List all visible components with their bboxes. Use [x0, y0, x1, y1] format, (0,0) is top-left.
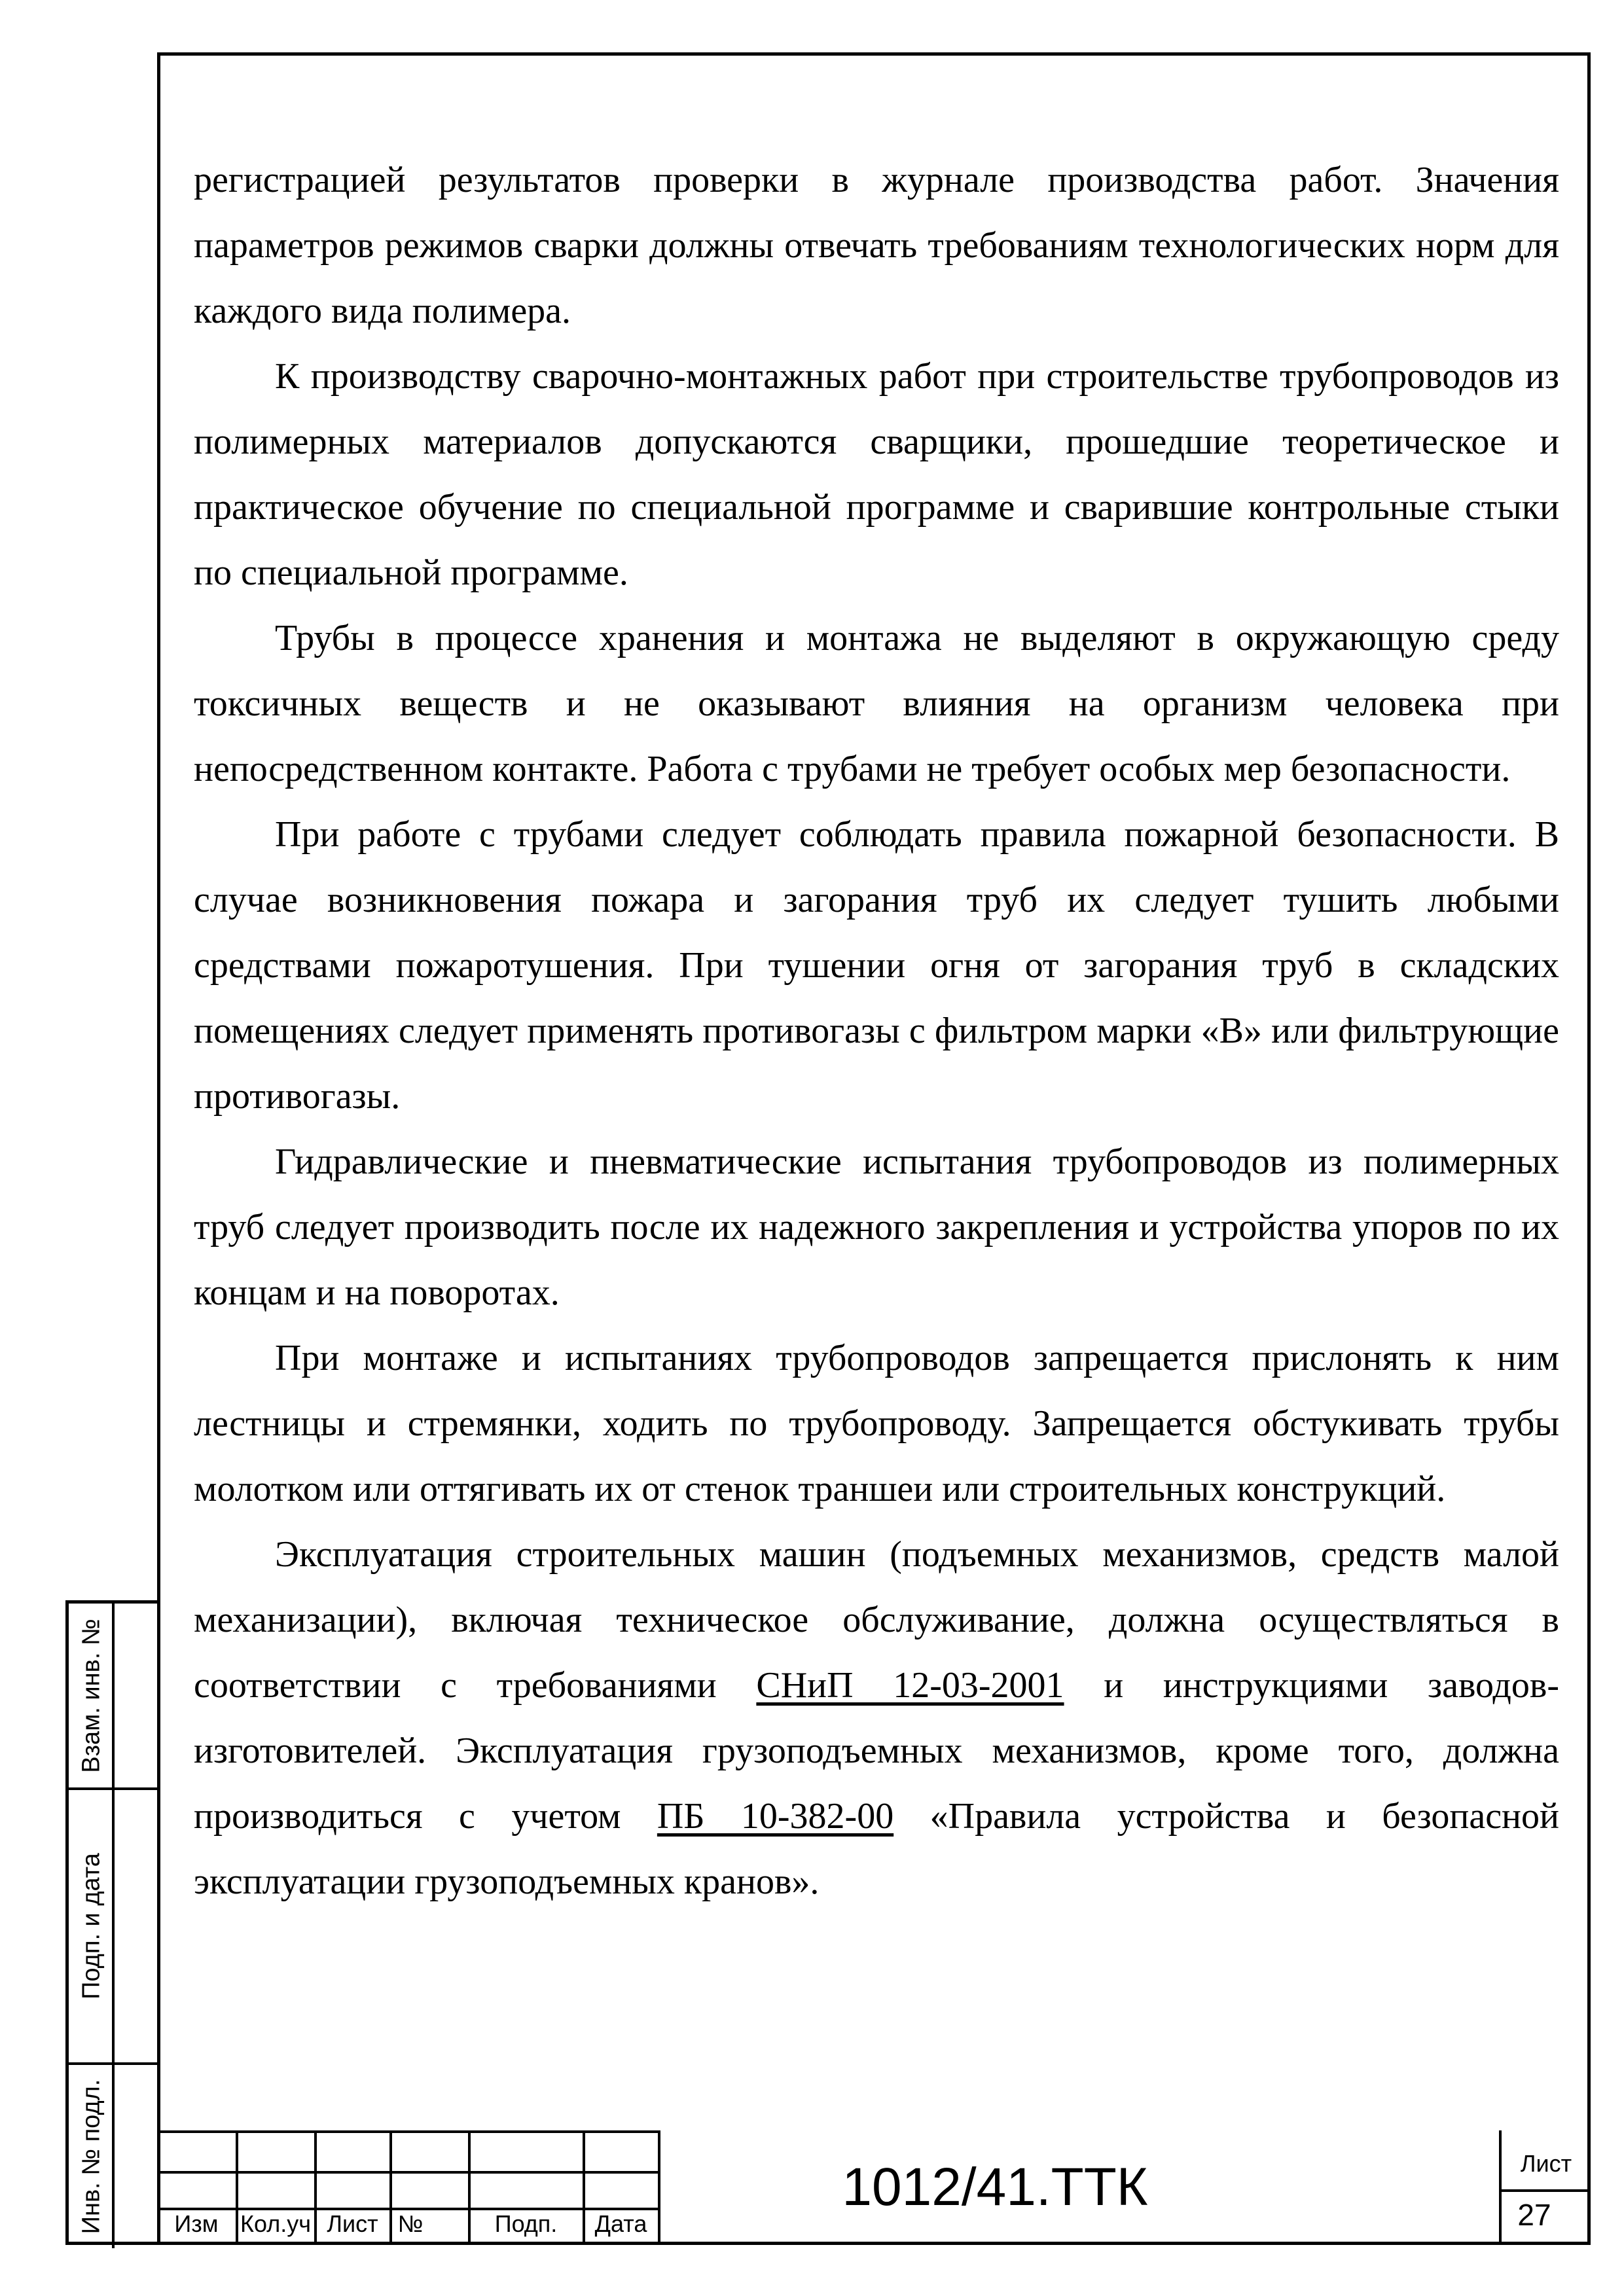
paragraph: К производству сварочно-монтажных работ при строительстве трубопроводов из полимерных материалов допускаются сварщики, прошедшие теоретическое и практическое обучение по специальной программе и сварившие контрольные стыки по специальной программе.	[194, 356, 1559, 593]
paragraph: Гидравлические и пневматические испытания трубопроводов из полимерных труб следует производить после их надежного закрепления и устройства упоров по их концам и на поворотах.	[194, 1141, 1559, 1313]
paragraph: При монтаже и испытаниях трубопроводов запрещается прислонять к ним лестницы и стремянки, ходить по трубопроводу. Запрещается обстукивать трубы молотком или оттягивать их от стенок траншеи или строительных конструкций.	[194, 1338, 1559, 1509]
sheet-label: Лист	[1520, 2150, 1572, 2177]
stamp-label: Инв. № подл.	[77, 2079, 105, 2234]
paragraph: Трубы в процессе хранения и монтажа не выделяют в окружающую среду токсичных веществ и не оказывают влияния на организм человека при непосредственном контакте. Работа с трубами не требует особых мер безопасности.	[194, 618, 1559, 789]
paragraph: При работе с трубами следует соблюдать правила пожарной безопасности. В случае возникновения пожара и загорания труб их следует тушить любыми средствами пожаротушения. При тушении огня от загорания труб в складских помещениях следует применять противогазы с фильтром марки «В» или фильтрующие противогазы.	[194, 814, 1559, 1117]
col-list-label: Лист	[327, 2210, 378, 2237]
title-block	[157, 2130, 1591, 2245]
stamp-cell-vzam	[69, 1604, 157, 1790]
col-izm-label: Изм	[174, 2210, 219, 2237]
col-data-label: Дата	[594, 2210, 647, 2237]
paragraph-text: и инструкциями заводов-изготовителей. Эксплуатация грузоподъемных механизмов, кроме того, должна производиться с учетом	[194, 1665, 1559, 1837]
paragraph-text: Эксплуатация строительных машин (подъемных механизмов, средств малой механизации), включая техническое обслуживание, должна осуществляться в соответствии с требованиями	[194, 1534, 1559, 1706]
stamp-label: Взам. инв. №	[77, 1618, 105, 1773]
stamp-label: Подп. и дата	[77, 1853, 105, 2000]
paragraph	[194, 1522, 1559, 1914]
paragraph: регистрацией результатов проверки в журнале производства работ. Значения параметров режимов сварки должны отвечать требованиям технологических норм для каждого вида полимера.	[194, 160, 1559, 331]
snip-link[interactable]: СНиП 12-03-2001	[756, 1665, 1064, 1706]
col-num-label: №	[397, 2210, 424, 2237]
stamp-cell-podp	[69, 1790, 157, 2065]
stamp-cell-inv	[69, 2065, 157, 2248]
document-body	[194, 147, 1559, 1914]
pb-link[interactable]: ПБ 10-382-00	[657, 1796, 894, 1837]
side-stamp	[65, 1600, 157, 2245]
col-kolvo-label: Кол.уч	[240, 2210, 311, 2237]
col-podp-label: Подп.	[494, 2210, 558, 2237]
sheet-number: 27	[1517, 2198, 1551, 2232]
paragraph-text: «Правила устройства и безопасной эксплуатации грузоподъемных кранов».	[194, 1796, 1559, 1902]
document-code: 1012/41.ТТК	[842, 2157, 1148, 2217]
